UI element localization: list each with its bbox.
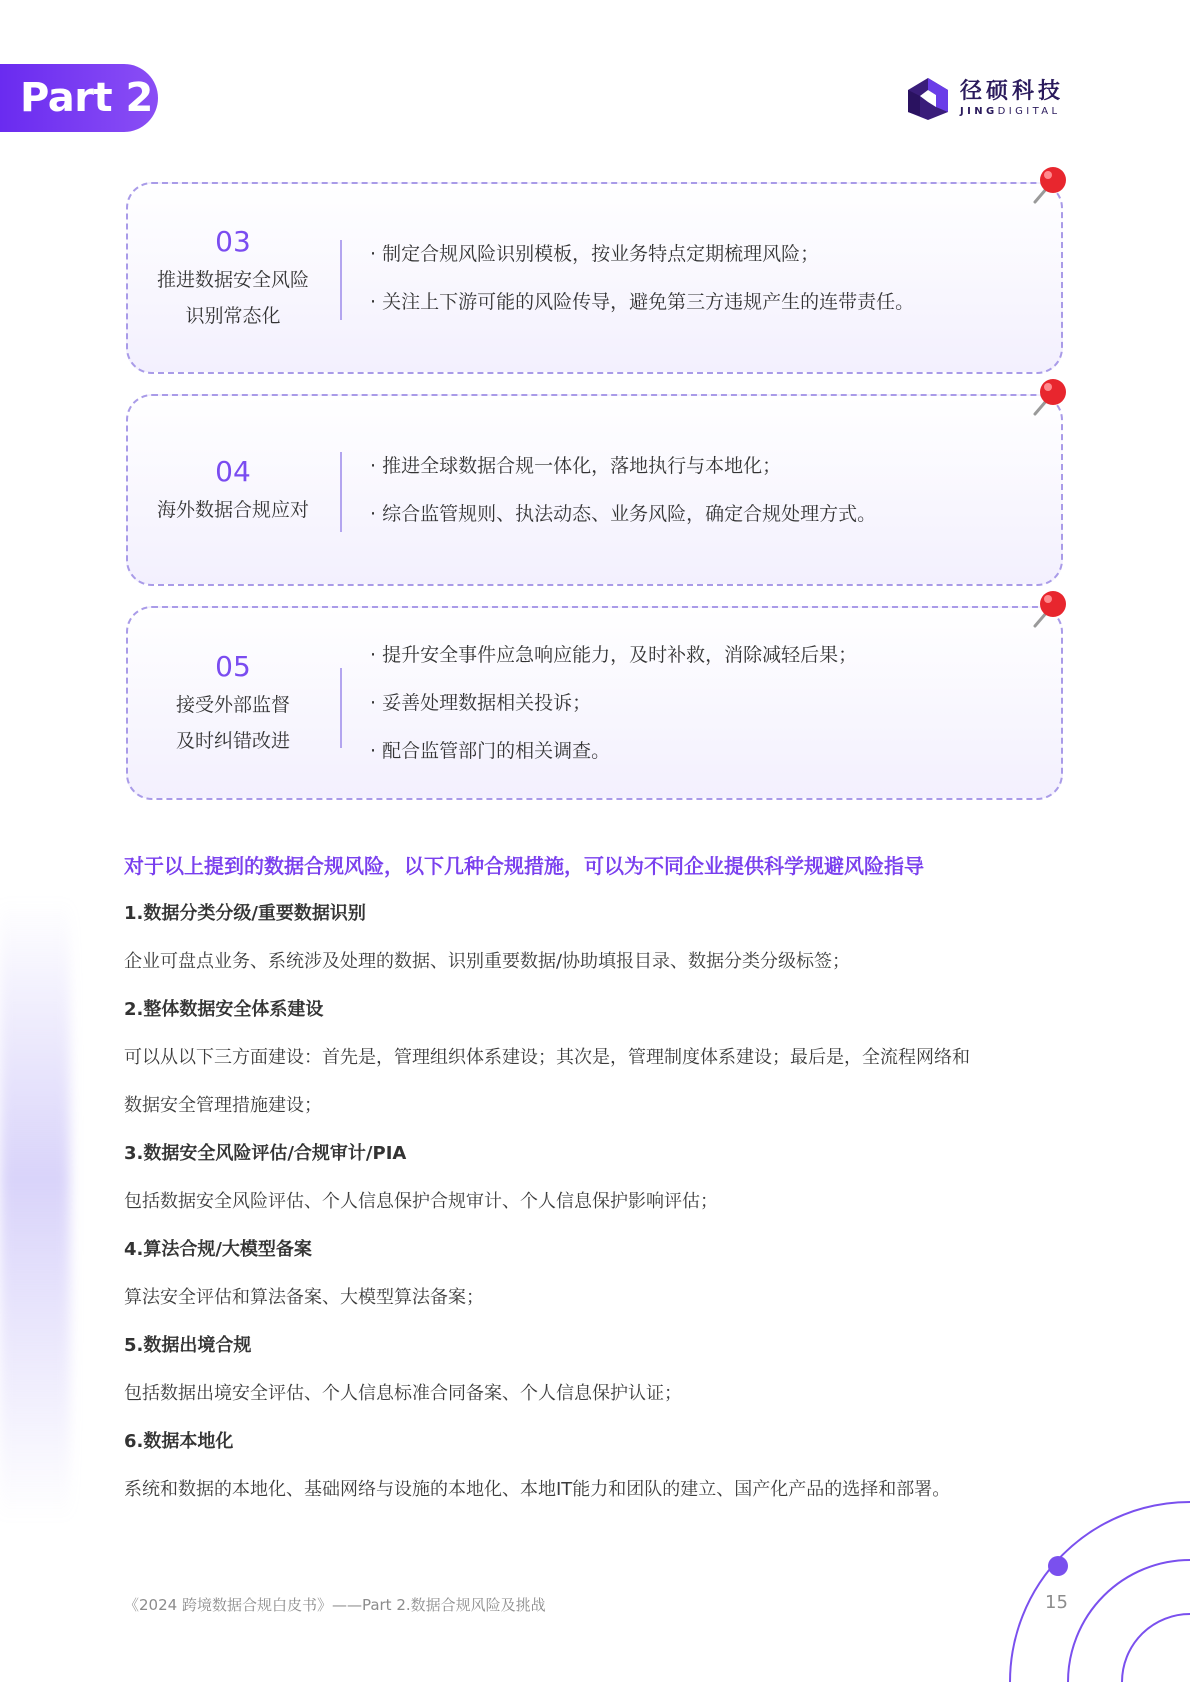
section-headline: 对于以上提到的数据合规风险，以下几种合规措施，可以为不同企业提供科学规避风险指导 bbox=[124, 854, 924, 878]
card-divider bbox=[340, 668, 342, 748]
card-title-line: 接受外部监督 bbox=[175, 694, 290, 716]
page-number: 15 bbox=[1045, 1592, 1068, 1613]
logo-name-cn: 径硕科技 bbox=[960, 79, 1065, 104]
measure-heading: 5.数据出境合规 bbox=[124, 1335, 252, 1356]
measure-text: 数据安全管理措施建设； bbox=[124, 1095, 322, 1116]
card-bullet: · 综合监管规则、执法动态、业务风险，确定合规处理方式。 bbox=[370, 503, 877, 525]
footer-source: 《2024 跨境数据合规白皮书》——Part 2.数据合规风险及挑战 bbox=[124, 1596, 546, 1614]
card-05 bbox=[126, 606, 1063, 800]
card-bullet: · 制定合规风险识别模板，按业务特点定期梳理风险； bbox=[370, 243, 820, 265]
pushpin-icon bbox=[1029, 164, 1069, 206]
card-bullet: · 关注上下游可能的风险传导，避免第三方违规产生的连带责任。 bbox=[370, 291, 915, 313]
card-04 bbox=[126, 394, 1063, 586]
card-bullet: · 提升安全事件应急响应能力，及时补救，消除减轻后果； bbox=[370, 644, 858, 666]
card-bullet: · 妥善处理数据相关投诉； bbox=[370, 692, 592, 714]
pushpin-icon bbox=[1029, 376, 1069, 418]
measure-text: 算法安全评估和算法备案、大模型算法备案； bbox=[124, 1287, 484, 1308]
measure-text: 可以从以下三方面建设：首先是，管理组织体系建设；其次是，管理制度体系建设；最后是，全流程网络和 bbox=[124, 1047, 970, 1068]
measure-text: 包括数据出境安全评估、个人信息标准合同备案、个人信息保护认证； bbox=[124, 1383, 682, 1404]
card-divider bbox=[340, 240, 342, 320]
measure-text: 企业可盘点业务、系统涉及处理的数据、识别重要数据/协助填报目录、数据分类分级标签； bbox=[124, 951, 851, 972]
card-number: 03 bbox=[215, 225, 251, 258]
card-title-line: 海外数据合规应对 bbox=[156, 499, 309, 521]
card-bullet: · 推进全球数据合规一体化，落地执行与本地化； bbox=[370, 455, 782, 477]
left-edge-gradient bbox=[0, 900, 70, 1520]
card-number: 04 bbox=[215, 455, 251, 488]
measure-heading: 2.整体数据安全体系建设 bbox=[124, 999, 324, 1020]
logo-mark-icon bbox=[906, 76, 950, 122]
card-bullet: · 配合监管部门的相关调查。 bbox=[370, 740, 611, 762]
measure-text: 包括数据安全风险评估、个人信息保护合规审计、个人信息保护影响评估； bbox=[124, 1191, 718, 1212]
logo-name-en: JINGDIGITAL bbox=[960, 106, 1061, 117]
pushpin-icon bbox=[1029, 588, 1069, 630]
part-badge bbox=[0, 64, 158, 132]
corner-arc-decoration bbox=[1000, 1500, 1190, 1682]
card-title-line: 推进数据安全风险 bbox=[156, 269, 309, 291]
company-logo bbox=[906, 74, 1064, 124]
card-title-line: 识别常态化 bbox=[185, 305, 281, 327]
measure-heading: 6.数据本地化 bbox=[124, 1431, 234, 1452]
measure-heading: 4.算法合规/大模型备案 bbox=[124, 1239, 312, 1260]
measure-text: 系统和数据的本地化、基础网络与设施的本地化、本地IT能力和团队的建立、国产化产品的选择和部署。 bbox=[124, 1479, 951, 1500]
measure-heading: 1.数据分类分级/重要数据识别 bbox=[124, 903, 366, 924]
card-number: 05 bbox=[215, 650, 251, 683]
card-03 bbox=[126, 182, 1063, 374]
main-content bbox=[124, 842, 1074, 1514]
card-title-line: 及时纠错改进 bbox=[175, 730, 290, 752]
measure-heading: 3.数据安全风险评估/合规审计/PIA bbox=[124, 1143, 407, 1164]
part-label: Part 2 bbox=[20, 75, 153, 121]
card-divider bbox=[340, 452, 342, 532]
